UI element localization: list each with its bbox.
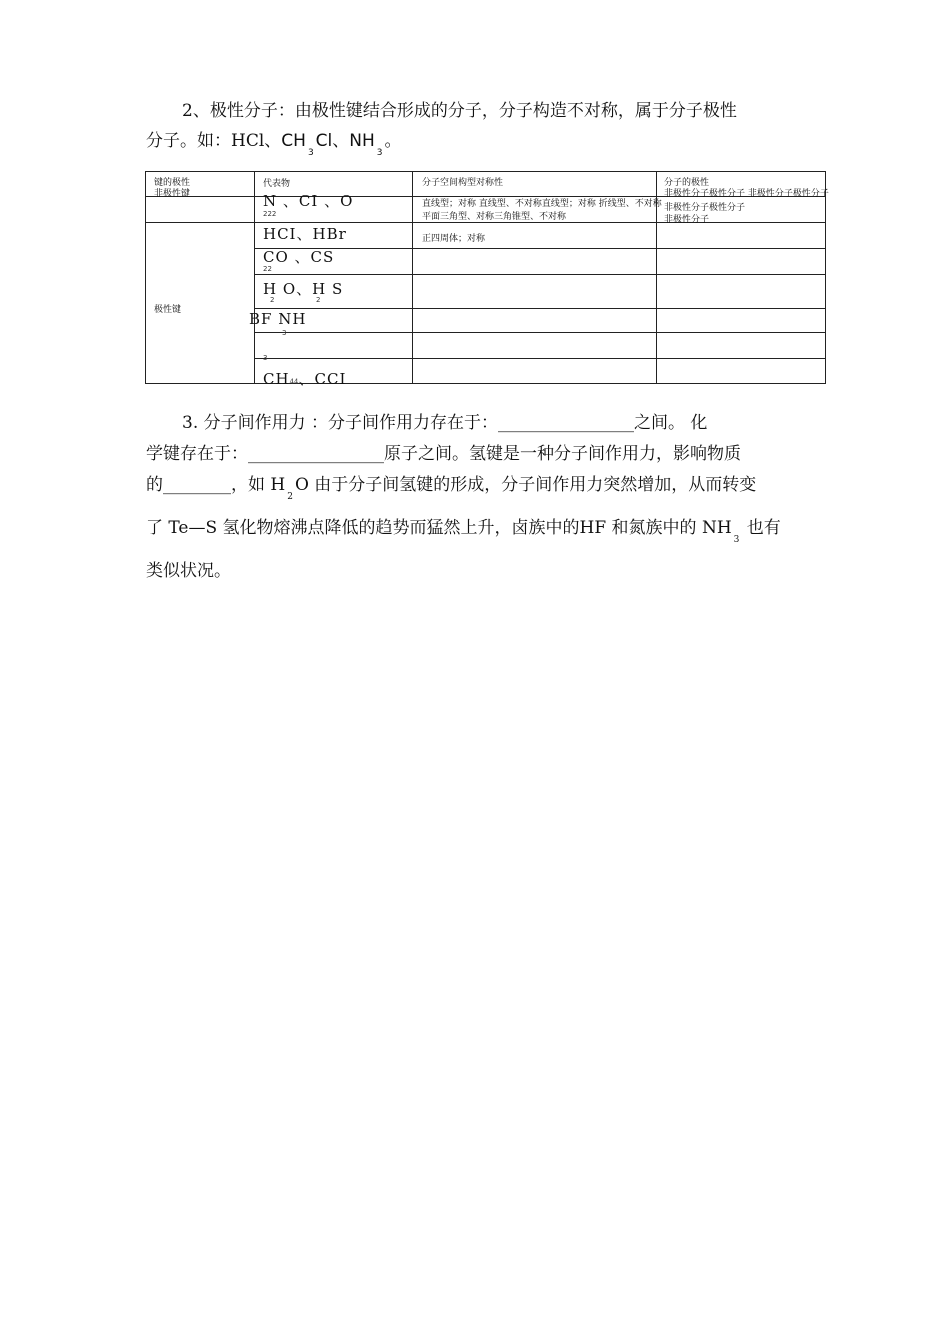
table-row-divider	[254, 274, 825, 275]
text-segment: 也有	[741, 518, 781, 538]
paragraph-line: 类似状况。	[146, 561, 231, 581]
table-row-divider	[254, 358, 825, 359]
text-segment: O 由于分子间氢键的形成，分子间作用力突然增加，从而转变	[294, 475, 757, 495]
subscript: 3	[307, 148, 314, 158]
shape-list: 直线型；对称 直线型、不对称直线型；对称 折线型、不对称	[422, 199, 662, 209]
table-row-divider	[146, 222, 825, 223]
paragraph-line: 3. 分子间作用力 ：分子间作用力存在于：________________之间。 化	[182, 413, 708, 433]
text-segment: CH	[263, 370, 290, 388]
subscript: 3	[376, 148, 383, 158]
table-col-divider	[412, 172, 413, 383]
paragraph-line: 学键存在于：________________原子之间。氢键是一种分子间作用力，影响物质	[146, 444, 741, 464]
polarity-values: 非极性分子	[664, 215, 710, 225]
subscript: 22	[263, 265, 272, 273]
header-representative: 代表物	[263, 179, 291, 189]
polar-bond-label: 极性键	[154, 305, 182, 315]
paragraph-line: 2、极性分子：由极性键结合形成的分子，分子构造不对称，属于分子极性	[182, 101, 737, 121]
table-row-divider	[254, 332, 825, 333]
header-nonpolar-bond: 非极性键	[154, 189, 191, 199]
subscript: 3	[733, 535, 740, 545]
rep-n2-cl2-o2: N 、CI 、O	[263, 192, 354, 210]
polarity-values: 非极性分子极性分子	[664, 203, 746, 213]
subscript: 222	[263, 210, 277, 218]
paragraph-polar-molecule	[146, 96, 826, 168]
header-bond-polarity: 键的极性	[154, 178, 191, 188]
rep-co2-cs2: CO 、CS	[263, 248, 335, 266]
subscript: 3	[282, 329, 287, 337]
rep-bf3-nh3: BF NH	[249, 310, 307, 328]
paragraph-line	[146, 470, 826, 513]
paragraph-intermolecular-force	[146, 408, 826, 587]
text-segment: CH	[281, 131, 306, 151]
subscript: 44	[289, 378, 299, 386]
subscript: 2	[270, 296, 275, 304]
rep-hcl-hbr: HCI、HBr	[263, 225, 347, 243]
subscript: 2	[316, 296, 321, 304]
rep-ch4-ccl4	[263, 368, 346, 389]
shape-tetrahedral: 正四周体；对称	[422, 234, 486, 244]
formula-ch3cl	[281, 131, 384, 158]
header-symmetry: 分子空间构型对称性	[422, 178, 504, 188]
text-segment: Cl、NH	[315, 131, 375, 151]
paragraph-line	[146, 513, 826, 556]
rep-h2o-h2s: H O、H S	[263, 280, 344, 298]
bond-polarity-table	[145, 171, 829, 388]
text-segment: 、CCI	[298, 370, 347, 388]
subscript: 2	[287, 492, 293, 502]
subscript: 3	[263, 354, 268, 362]
text-segment: 的________，如 H	[146, 475, 286, 495]
text-segment: 了 Te—S 氢化物熔沸点降低的趋势而猛然上升，卤族中的HF 和氮族中的 NH	[146, 518, 732, 538]
text-segment: 分子。如：HCl、	[146, 131, 282, 151]
header-molecule-polarity: 分子的极性	[664, 178, 710, 188]
polarity-values: 非极性分子极性分子 非极性分子极性分子	[664, 189, 829, 199]
table-row-divider	[254, 248, 825, 249]
paragraph-line	[146, 126, 826, 168]
shape-list: 平面三角型、对称三角锥型、不对称	[422, 212, 567, 222]
table-col-divider	[254, 172, 255, 383]
text-segment: 。	[384, 131, 402, 151]
table-row-divider	[254, 308, 825, 309]
